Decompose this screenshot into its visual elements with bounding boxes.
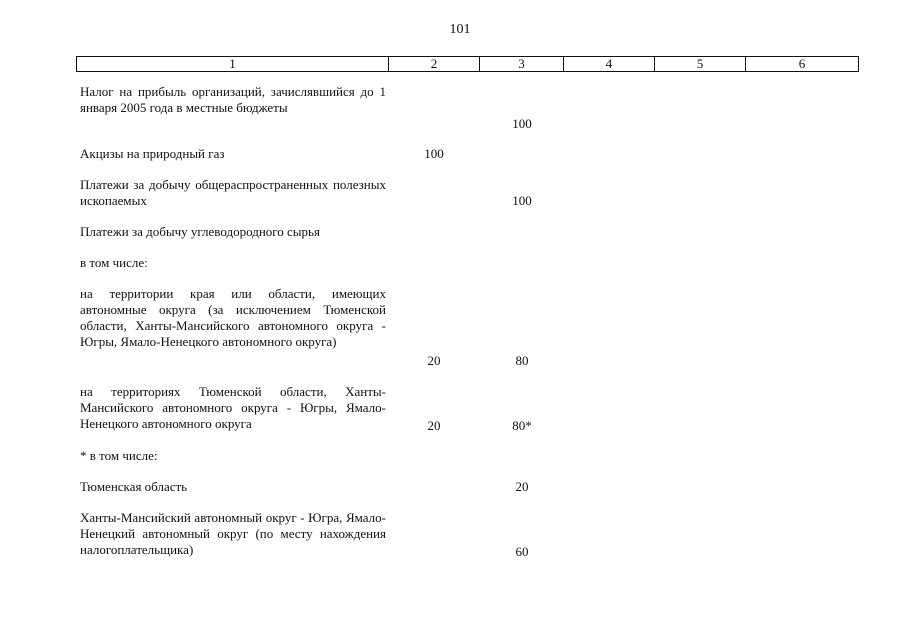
header-col-4: 4 <box>564 57 655 71</box>
row-label: Платежи за добычу общераспространенных полезных ископаемых <box>80 177 386 208</box>
header-col-6: 6 <box>798 56 806 71</box>
header-col-2: 2 <box>389 57 480 71</box>
row-value-col-3: 80 <box>515 353 529 368</box>
row-label: Ханты-Мансийский автономный округ - Югра, Ямало-Ненецкий автономный округ (по месту нахождения налогоплательщика) <box>80 510 386 557</box>
header-col-3: 3 <box>480 57 564 71</box>
row-label: Акцизы на природный газ <box>80 146 225 161</box>
page-number: 101 <box>449 22 471 37</box>
row-value-col-3: 100 <box>512 193 532 208</box>
row-value-col-2: 20 <box>427 418 441 433</box>
row-label: на территориях Тюменской области, Ханты-Мансийского автономного округа - Югры, Ямало-Ненецкого автономного округа <box>80 384 386 431</box>
row-value-col-2: 100 <box>424 146 444 161</box>
row-label: Налог на прибыль организаций, зачислявшийся до 1 января 2005 года в местные бюджеты <box>80 84 386 115</box>
row-label: на территории края или области, имеющих автономные округа (за исключением Тюменской области, Ханты-Мансийского автономного округа - Югры, Ямало-Ненецкого автономного округа) <box>80 286 386 349</box>
header-col-1: 1 <box>77 57 389 71</box>
row-value-col-3: 100 <box>512 116 532 131</box>
row-label: в том числе: <box>80 255 148 270</box>
row-label: Тюменская область <box>80 479 188 494</box>
row-value-col-3: 60 <box>515 544 529 559</box>
row-value-col-3: 20 <box>515 479 529 494</box>
row-value-col-3: 80* <box>512 418 532 433</box>
row-label: Платежи за добычу углеводородного сырья <box>80 224 320 239</box>
row-label: * в том числе: <box>80 448 158 463</box>
row-value-col-2: 20 <box>427 353 441 368</box>
header-col-5: 5 <box>655 57 746 71</box>
table-header-row <box>76 56 859 72</box>
